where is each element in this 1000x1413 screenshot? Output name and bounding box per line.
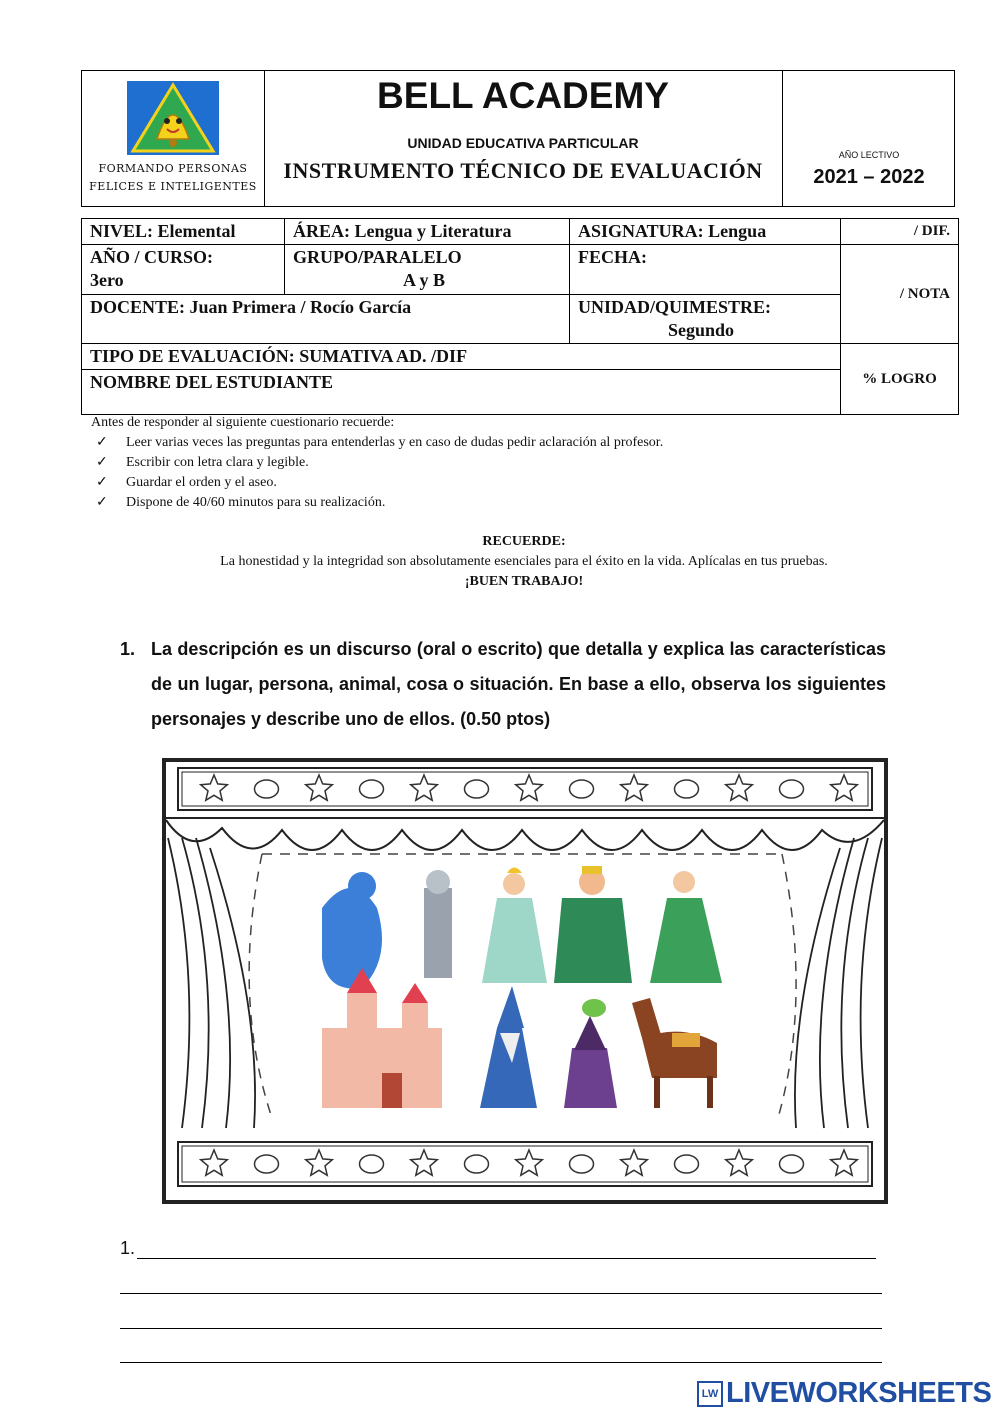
year-label: AÑO LECTIVO <box>838 150 900 160</box>
logro-cell: % LOGRO <box>841 344 959 415</box>
unidad-cell <box>570 295 841 344</box>
instructions-list <box>96 433 663 513</box>
motto-line2: FELICES E INTELIGENTES <box>89 180 257 193</box>
answer-line-4[interactable] <box>120 1362 882 1363</box>
curso-cell <box>82 245 285 295</box>
instrument-title: INSTRUMENTO TÉCNICO DE EVALUACIÓN <box>283 158 763 183</box>
docente-cell: DOCENTE: Juan Primera / Rocío García <box>82 295 570 344</box>
header-box <box>81 70 955 207</box>
curso-label: AÑO / CURSO: <box>90 247 214 267</box>
dif-cell: / DIF. <box>841 219 959 245</box>
check-icon: ✓ <box>96 435 108 450</box>
unidad-value: Segundo <box>668 320 735 340</box>
logo-cell <box>82 71 265 206</box>
grupo-label: GRUPO/PARALELO <box>293 247 462 267</box>
grupo-value: A y B <box>403 270 446 290</box>
answer-line-2[interactable] <box>120 1293 882 1294</box>
answer-line-3[interactable] <box>120 1328 882 1329</box>
instructions-intro: Antes de responder al siguiente cuestionario recuerde: <box>91 415 395 430</box>
recuerde-closing: ¡BUEN TRABAJO! <box>464 574 584 589</box>
recuerde-title: RECUERDE: <box>482 534 566 549</box>
liveworksheets-logo-icon: LW <box>697 1381 723 1407</box>
instruction-item: ✓ Dispone de 40/60 minutos para su realización. <box>96 493 663 513</box>
recuerde-text: La honestidad y la integridad son absolutamente esenciales para el éxito en la vida. Aplícalas en tus pruebas. <box>220 554 828 569</box>
year-cell <box>782 71 955 206</box>
info-table <box>81 218 959 415</box>
grupo-cell <box>285 245 570 295</box>
nivel-cell: NIVEL: Elemental <box>82 219 285 245</box>
school-logo <box>127 81 219 155</box>
liveworksheets-brand: LIVEWORKSHEETS <box>726 1377 992 1409</box>
answer-number: 1. <box>120 1238 136 1258</box>
asignatura-cell: ASIGNATURA: Lengua <box>570 219 841 245</box>
motto-line1: FORMANDO PERSONAS <box>98 162 248 175</box>
nota-cell: / NOTA <box>841 245 959 344</box>
unidad-label: UNIDAD/QUIMESTRE: <box>578 297 772 317</box>
check-icon: ✓ <box>96 475 108 490</box>
question-number: 1. <box>120 639 136 659</box>
question-text: La descripción es un discurso (oral o escrito) que detalla y explica las características de un lugar, persona, animal, cosa o situación. En base a ello, observa los siguientes personajes y describe uno de ellos. (0.50 ptos) <box>151 639 886 729</box>
tipo-cell: TIPO DE EVALUACIÓN: SUMATIVA AD. /DIF <box>82 344 841 370</box>
check-icon: ✓ <box>96 495 108 510</box>
nombre-cell[interactable]: NOMBRE DEL ESTUDIANTE <box>82 370 841 415</box>
instruction-item: ✓ Guardar el orden y el aseo. <box>96 473 663 493</box>
answer-line-1[interactable] <box>137 1258 876 1259</box>
theatre-illustration <box>162 758 888 1204</box>
school-name: BELL ACADEMY <box>377 75 669 116</box>
area-cell: ÁREA: Lengua y Literatura <box>285 219 570 245</box>
curso-value: 3ero <box>90 270 124 290</box>
instruction-item: ✓ Leer varias veces las preguntas para entenderlas y en caso de dudas pedir aclaración al profesor. <box>96 433 663 453</box>
instruction-item: ✓ Escribir con letra clara y legible. <box>96 453 663 473</box>
check-icon: ✓ <box>96 455 108 470</box>
school-subtitle: UNIDAD EDUCATIVA PARTICULAR <box>407 135 639 151</box>
year-value: 2021 – 2022 <box>813 166 925 188</box>
fecha-cell[interactable]: FECHA: <box>570 245 841 295</box>
